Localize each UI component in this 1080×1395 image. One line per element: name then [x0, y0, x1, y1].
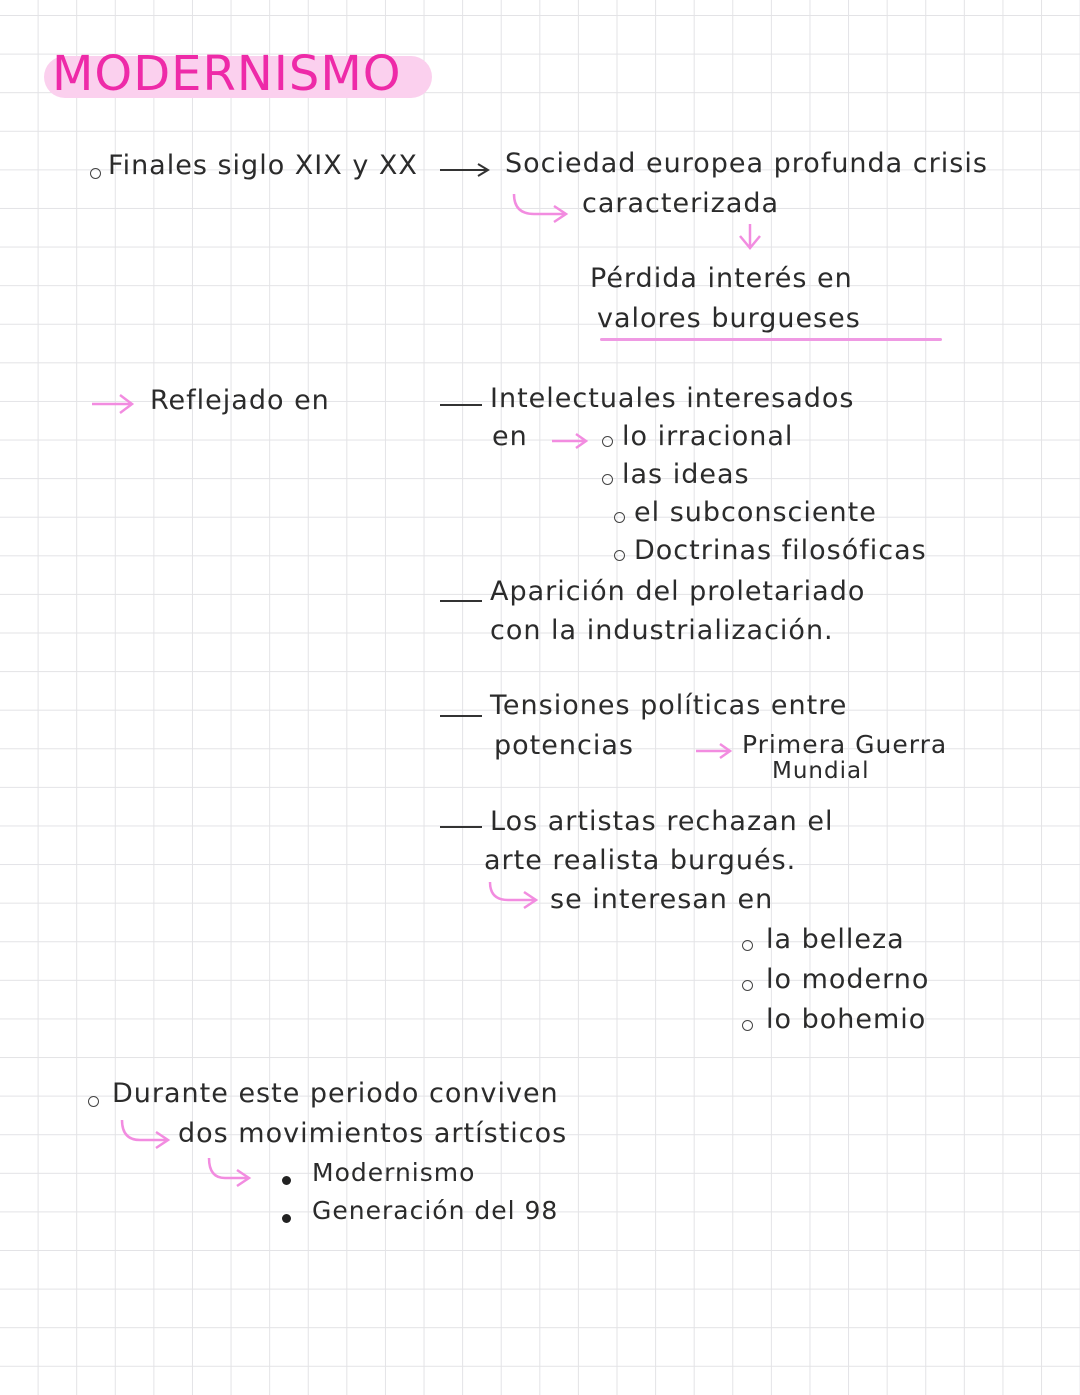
section1-line1: Sociedad europea profunda crisis — [505, 148, 988, 179]
section1-lead: Finales siglo XIX y XX — [108, 150, 418, 181]
bullet-circle — [614, 512, 625, 523]
section3-item: Generación del 98 — [312, 1196, 559, 1225]
branch4-item: la belleza — [766, 924, 905, 955]
bullet-dot — [282, 1214, 291, 1223]
branch4-line2: arte realista burgués. — [484, 845, 797, 876]
arrow-right-icon — [90, 392, 138, 416]
branch1-item: lo irracional — [622, 421, 794, 452]
bullet-circle — [602, 436, 613, 447]
bullet-dot — [282, 1176, 291, 1185]
bullet-circle — [742, 1020, 753, 1031]
branch1-line2: en — [492, 421, 528, 452]
arrow-right-icon — [696, 742, 736, 760]
branch4-line3: se interesan en — [550, 884, 774, 915]
bullet-circle — [90, 168, 101, 179]
branch1-item: Doctrinas filosóficas — [634, 535, 927, 566]
section3-item: Modernismo — [312, 1158, 476, 1187]
branch1-line1: Intelectuales interesados — [490, 383, 855, 414]
branch3-line1: Tensiones políticas entre — [490, 690, 848, 721]
bullet-circle — [742, 980, 753, 991]
branch4-line1: Los artistas rechazan el — [490, 806, 834, 837]
branch1-item: el subconsciente — [634, 497, 877, 528]
branch3-line2: potencias — [494, 730, 634, 761]
return-arrow-icon — [205, 1156, 253, 1188]
branch4-item: lo moderno — [766, 964, 930, 995]
section1-line4: valores burgueses — [597, 303, 861, 334]
branch-dash — [440, 715, 482, 717]
section3-line1: Durante este periodo conviven — [112, 1078, 559, 1109]
section1-line3: Pérdida interés en — [590, 263, 853, 294]
branch-dash — [440, 826, 482, 828]
branch-dash — [440, 600, 482, 602]
branch-dash — [440, 404, 482, 406]
branch3-line4: Mundial — [772, 758, 870, 784]
arrow-down-icon — [735, 222, 765, 252]
section2-lead: Reflejado en — [150, 385, 330, 416]
branch1-item: las ideas — [622, 459, 750, 490]
page-title: MODERNISMO — [52, 46, 402, 102]
branch3-line3: Primera Guerra — [742, 730, 948, 759]
branch2-line2: con la industrialización. — [490, 615, 834, 646]
arrow-right-icon — [440, 160, 495, 180]
arrow-right-icon — [552, 432, 592, 450]
bullet-circle — [602, 474, 613, 485]
section1-line2: caracterizada — [582, 188, 780, 219]
branch4-item: lo bohemio — [766, 1004, 927, 1035]
bullet-circle — [614, 550, 625, 561]
return-arrow-icon — [510, 192, 570, 224]
section3-line2: dos movimientos artísticos — [178, 1118, 568, 1149]
bullet-circle — [88, 1096, 99, 1107]
return-arrow-icon — [486, 880, 541, 910]
underline-highlight — [600, 338, 942, 341]
return-arrow-icon — [118, 1118, 173, 1150]
bullet-circle — [742, 940, 753, 951]
branch2-line1: Aparición del proletariado — [490, 576, 866, 607]
